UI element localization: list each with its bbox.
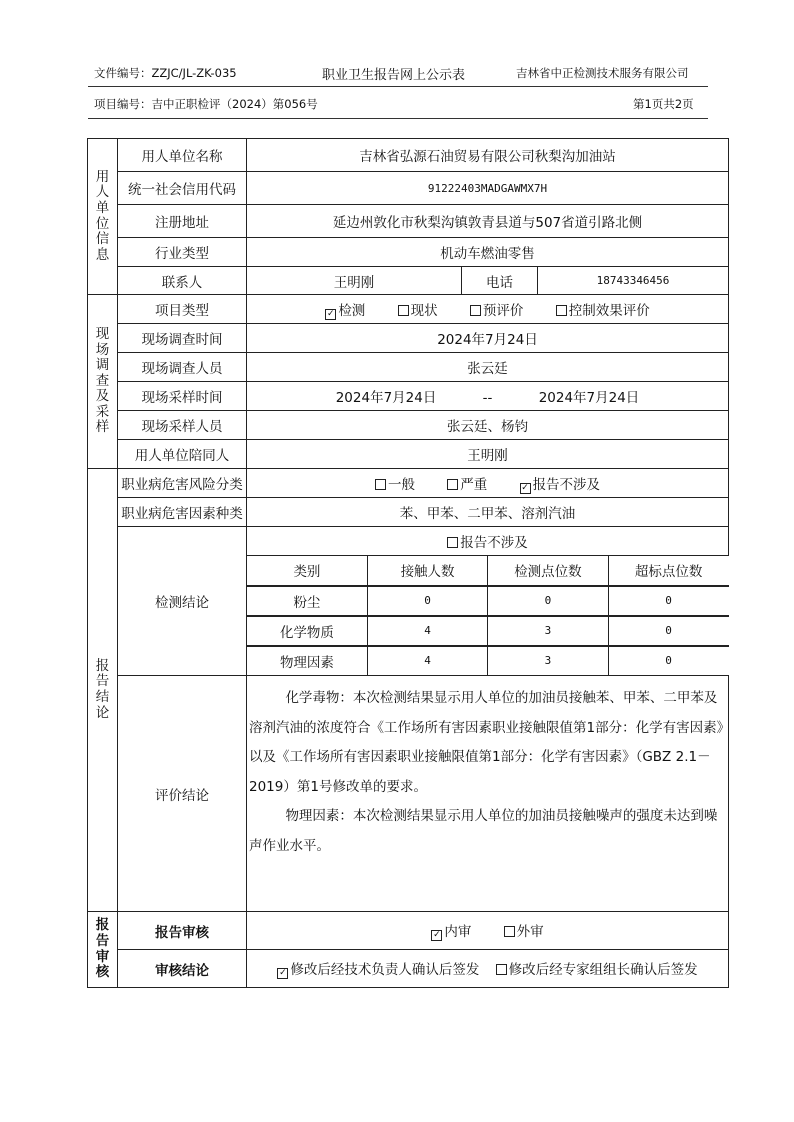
checkbox-checked-icon: ✓ (327, 308, 335, 319)
eval-physical: 物理因素：本次检测结果显示用人单位的加油员接触噪声的强度未达到噪声作业水平。 (249, 808, 718, 854)
credit-code-label: 统一社会信用代码 (118, 172, 247, 205)
employer-name-value: 吉林省弘源石油贸易有限公司秋梨沟加油站 (247, 139, 729, 172)
option-tech-lead-signoff[interactable]: ✓ 修改后经技术负责人确认后签发 (279, 962, 480, 978)
project-type-label: 项目类型 (118, 295, 247, 324)
sampling-start: 2024年7月24日 (335, 390, 437, 406)
sampling-end: 2024年7月24日 (538, 390, 640, 406)
review-result-label: 审核结论 (118, 950, 247, 988)
cell-exposed: 4 (367, 616, 487, 645)
phone-value: 18743346456 (538, 267, 729, 295)
option-pre-eval[interactable]: 预评价 (470, 303, 524, 319)
sampler-label: 现场采样人员 (118, 411, 247, 440)
phone-label: 电话 (462, 267, 538, 295)
industry-label: 行业类型 (118, 238, 247, 267)
survey-time-label: 现场调查时间 (118, 324, 247, 353)
cell-points: 3 (488, 616, 608, 645)
option-not-involved[interactable]: ✓ 报告不涉及 (521, 476, 601, 493)
header-rule-top (88, 86, 708, 87)
option-status[interactable]: 现状 (398, 303, 438, 319)
checkbox-checked-icon: ✓ (521, 482, 529, 493)
table-row (247, 646, 729, 676)
address-value: 延边州敦化市秋梨沟镇敦青县道与507省道引路北侧 (247, 205, 729, 238)
file-number: 文件编号：ZZJC/JL-ZK-035 (94, 66, 237, 80)
option-severe[interactable]: 严重 (447, 477, 487, 493)
cell-category: 粉尘 (247, 586, 367, 615)
cell-exposed: 0 (367, 586, 487, 615)
cell-exceeded: 0 (608, 586, 728, 615)
option-test[interactable]: ✓ 检测 (327, 302, 366, 319)
results-table-wrap (247, 556, 729, 586)
section-review-label: 报 告 审 核 (88, 912, 118, 988)
escort-value: 王明刚 (247, 440, 729, 469)
section-conclusion-label: 报 告 结 论 (88, 469, 118, 912)
review-options (247, 912, 729, 950)
header-rule-bottom (88, 118, 708, 119)
document-title: 职业卫生报告网上公示表 (322, 68, 466, 83)
cell-exceeded: 0 (608, 616, 728, 645)
table-row (247, 586, 729, 616)
checkbox-empty-icon (447, 537, 458, 548)
review-label: 报告审核 (118, 912, 247, 950)
eval-chemical: 化学毒物：本次检测结果显示用人单位的加油员接触苯、甲苯、二甲苯及溶剂汽油的浓度符合《工作场所有害因素职业接触限值第1部分：化学有害因素》以及《工作场所有害因素职业接触限值第1部分：化学有害因素》（GBZ 2.1－2019）第1号修改单的要求。 (249, 690, 724, 795)
col-category: 类别 (247, 556, 367, 585)
results-row-wrap (247, 616, 729, 646)
surveyor-value: 张云廷 (247, 353, 729, 382)
risk-class-options (247, 469, 729, 498)
company-name: 吉林省中正检测技术服务有限公司 (516, 66, 689, 80)
checkbox-empty-icon (470, 305, 481, 316)
checkbox-empty-icon (556, 305, 567, 316)
col-exposed: 接触人数 (367, 556, 487, 585)
results-table (247, 556, 729, 586)
survey-time-value: 2024年7月24日 (247, 324, 729, 353)
col-points: 检测点位数 (488, 556, 608, 585)
industry-value: 机动车燃油零售 (247, 238, 729, 267)
cell-category: 化学物质 (247, 616, 367, 645)
cell-points: 0 (488, 586, 608, 615)
checkbox-empty-icon (496, 964, 507, 975)
checkbox-checked-icon: ✓ (279, 968, 287, 978)
results-row-wrap (247, 646, 729, 676)
section-employer-label: 用 人 单 位 信 息 (88, 139, 118, 295)
evaluation-text (247, 676, 729, 912)
evaluation-label: 评价结论 (118, 676, 247, 912)
contact-label: 联系人 (118, 267, 247, 295)
section-survey-label: 现 场 调 查 及 采 样 (88, 295, 118, 469)
checkbox-empty-icon (447, 479, 458, 490)
surveyor-label: 现场调查人员 (118, 353, 247, 382)
test-not-involved[interactable]: 报告不涉及 (247, 527, 729, 556)
sampling-separator: -- (482, 390, 493, 406)
sampling-time-label: 现场采样时间 (118, 382, 247, 411)
address-label: 注册地址 (118, 205, 247, 238)
risk-class-label: 职业病危害风险分类 (118, 469, 247, 498)
page-indicator: 第1页共2页 (633, 97, 694, 111)
factor-type-value: 苯、甲苯、二甲苯、溶剂汽油 (247, 498, 729, 527)
table-row (247, 616, 729, 646)
option-internal-review[interactable]: ✓ 内审 (433, 924, 472, 940)
disclosure-form (87, 138, 729, 988)
cell-category: 物理因素 (247, 646, 367, 675)
checkbox-checked-icon: ✓ (433, 930, 441, 940)
escort-label: 用人单位陪同人 (118, 440, 247, 469)
checkbox-empty-icon (398, 305, 409, 316)
factor-type-label: 职业病危害因素种类 (118, 498, 247, 527)
project-type-options (247, 295, 729, 324)
checkbox-empty-icon (504, 926, 515, 937)
test-conclusion-label: 检测结论 (118, 527, 247, 676)
sampling-time-value (247, 382, 729, 411)
col-exceeded: 超标点位数 (608, 556, 728, 585)
checkbox-empty-icon (375, 479, 386, 490)
option-expert-signoff[interactable]: 修改后经专家组组长确认后签发 (496, 962, 698, 978)
contact-value: 王明刚 (247, 267, 462, 295)
cell-exceeded: 0 (608, 646, 728, 675)
employer-name-label: 用人单位名称 (118, 139, 247, 172)
credit-code-value: 91222403MADGAWMX7H (247, 172, 729, 205)
review-result-options (247, 950, 729, 988)
project-number: 项目编号：吉中正职检评（2024）第056号 (94, 97, 318, 111)
cell-points: 3 (488, 646, 608, 675)
option-control-eval[interactable]: 控制效果评价 (556, 303, 650, 319)
option-external-review[interactable]: 外审 (504, 924, 544, 940)
option-general[interactable]: 一般 (375, 477, 415, 493)
cell-exposed: 4 (367, 646, 487, 675)
results-row-wrap (247, 586, 729, 616)
sampler-value: 张云廷、杨钧 (247, 411, 729, 440)
